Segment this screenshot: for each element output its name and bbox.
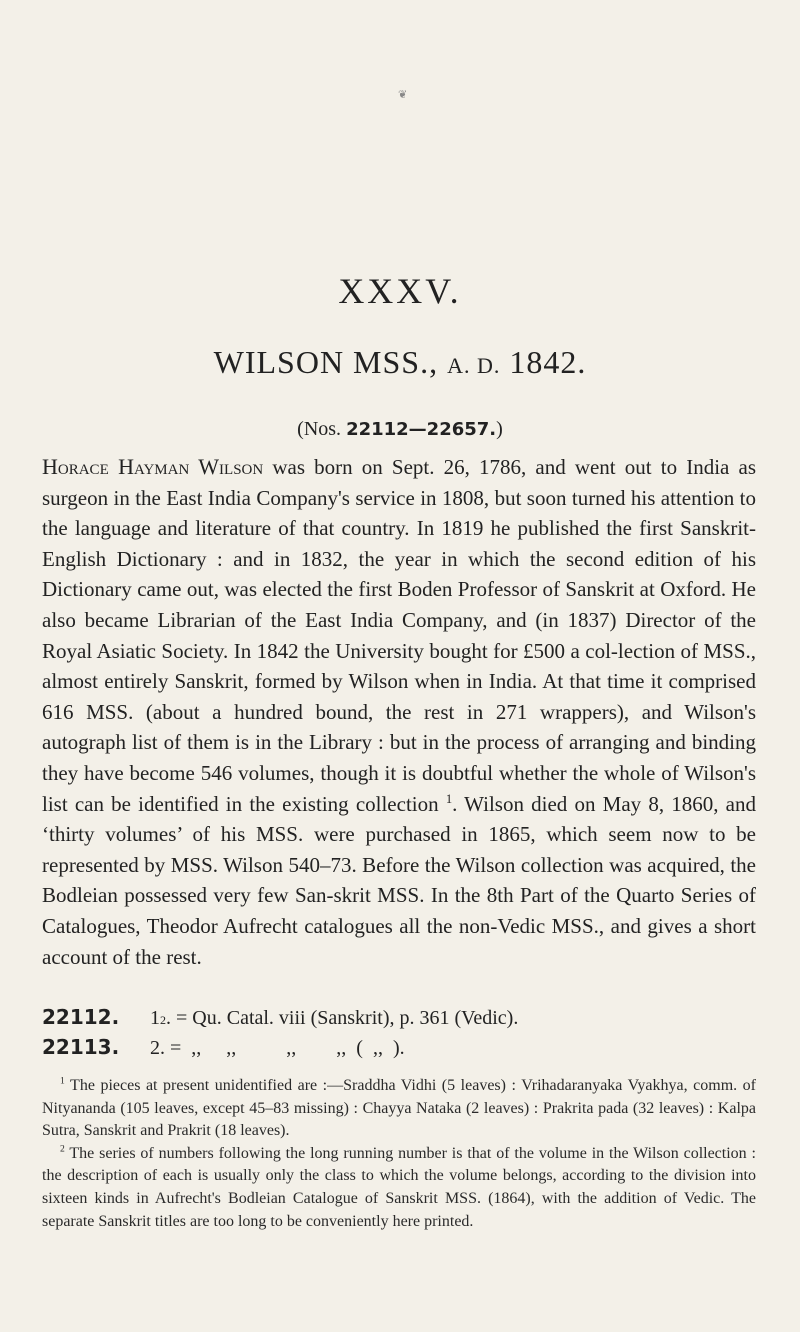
section-title — [0, 344, 800, 381]
catalogue-entries — [42, 1003, 756, 1063]
entry-volume: 1 — [150, 1007, 160, 1029]
entry-volume: 2. — [150, 1037, 165, 1059]
shelfmark-range — [0, 418, 800, 441]
footnote-mark: 2 — [60, 1143, 65, 1155]
title-main: WILSON MSS., — [213, 344, 439, 380]
title-year: 1842. — [509, 344, 587, 380]
page-ornament: ❦ — [398, 89, 408, 101]
nos-suffix: ) — [496, 418, 503, 440]
catalogue-entry: 22112. 1 2 . = Qu. Catal. viii (Sanskrit), p. 361 (Vedic). — [42, 1003, 756, 1033]
footnote-text: The pieces at present unidentified are :—Sraddha Vidhi (5 leaves) : Vrihadaranyaka Vyakhya, comm. of Nityananda (105 leaves, except 45–83 missing) : Chayya Nataka (2 leaves) : Prakrita pada (32 leaves) : Kalpa Sutra, Sanskrit and Prakrit (18 leaves). — [42, 1077, 756, 1140]
catalogue-entry — [42, 1033, 756, 1063]
footnotes — [42, 1075, 756, 1233]
paragraph-part-1: was born on Sept. 26, 1786, and went out to India as surgeon in the East India Company's service in 1808, but soon turned his attention to the language and literature of that country. In 1819 he published the first Sanskrit-English Dictionary : and in 1832, the year in which the second edition of his Dictionary came out, was elected the first Boden Professor of Sanskrit at Oxford. He also became Librarian of the East India Company, and (in 1837) Director of the Royal Asiatic Society. In 1842 the University bought for £500 a col-lection of MSS., almost entirely Sanskrit, formed by Wilson when in India. At that time it comprised 616 MSS. (about a hundred bound, the rest in 271 wrappers), and Wilson's autograph list of them is in the Library : but in the process of arranging and binding they have become 546 volumes, though it is doubtful whether the whole of Wilson's list can be identified in the existing collection — [42, 455, 756, 816]
paragraph-part-2: . Wilson died on May 8, 1860, and ‘thirty volumes’ of his MSS. were purchased in 1865, which seem now to be represented by MSS. Wilson 540–73. Before the Wilson collection was acquired, the Bodleian possessed very few San-skrit MSS. In the 8th Part of the Quarto Series of Catalogues, Theodor Aufrecht catalogues all the non-Vedic MSS., and gives a short account of the rest. — [42, 791, 756, 969]
footnote-mark: 1 — [60, 1075, 65, 1087]
entry-number: 22112. — [42, 1005, 120, 1029]
footnote-text: The series of numbers following the long running number is that of the volume in the Wilson collection : the description of each is usually only the class to which the volume belongs, according to the division into sixteen kinds in Aufrecht's Bodleian Catalogue of Sanskrit MSS. (1864), with the addition of Vedic. The separate Sanskrit titles are too long to be conveniently here printed. — [42, 1144, 756, 1230]
chapter-number: XXXV. — [338, 271, 462, 311]
title-date-prefix: A. D. — [447, 353, 501, 378]
nos-prefix: (Nos. — [297, 418, 342, 440]
main-paragraph — [42, 452, 756, 972]
footnote — [42, 1143, 756, 1233]
footnote-ref-1: 1 — [445, 791, 453, 806]
nos-range: 22112—22657. — [346, 419, 497, 440]
entry-number: 22113. — [42, 1035, 120, 1059]
entry-reference: . = Qu. Catal. viii (Sanskrit), p. 361 (Vedic). — [166, 1007, 519, 1029]
author-name: Horace Hayman Wilson — [42, 454, 264, 479]
entry-reference: = ,, ,, ,, ,, ( ,, ). — [165, 1037, 405, 1059]
footnote — [42, 1075, 756, 1143]
